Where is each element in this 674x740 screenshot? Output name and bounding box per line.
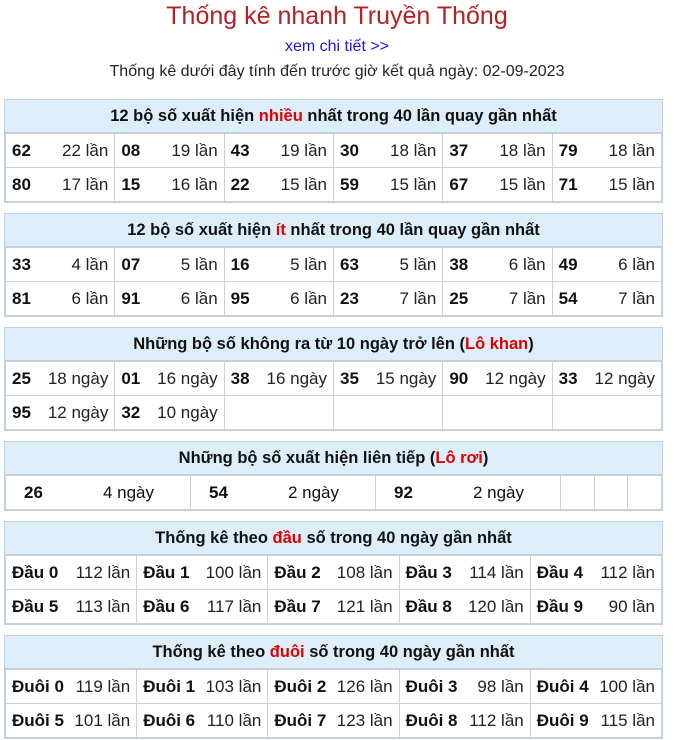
count: 112 lần — [600, 562, 655, 582]
count: 123 lần — [336, 710, 393, 730]
lo-khan-table — [5, 361, 662, 430]
table-cell — [224, 282, 333, 316]
table-row — [6, 396, 662, 430]
table-cell — [115, 134, 224, 168]
count: 15 lần — [499, 174, 546, 194]
number: 08 — [121, 140, 141, 160]
number: Đuôi 1 — [143, 676, 196, 696]
count: 12 ngày — [485, 368, 546, 388]
count: 103 lần — [205, 676, 262, 696]
table-cell — [552, 362, 661, 396]
number: 25 — [12, 368, 31, 388]
section-header: Thống kê theo đuôi số trong 40 ngày gần nhất — [5, 636, 662, 669]
table-cell — [552, 248, 661, 282]
number: 26 — [24, 482, 43, 502]
number: 33 — [558, 368, 578, 388]
table-cell — [443, 396, 552, 430]
number: 16 — [230, 254, 250, 274]
table-cell — [561, 476, 595, 510]
count: 100 lần — [599, 676, 655, 696]
count: 101 lần — [74, 710, 131, 730]
table-cell — [6, 670, 137, 704]
count: 15 lần — [608, 174, 655, 194]
number: 38 — [230, 368, 250, 388]
count: 2 ngày — [287, 482, 339, 502]
count: 108 lần — [336, 562, 393, 582]
number: Đầu 9 — [536, 596, 584, 616]
table-cell — [552, 282, 661, 316]
number: Đầu 1 — [143, 562, 190, 582]
number: Đầu 3 — [405, 562, 452, 582]
table-cell — [224, 362, 333, 396]
number: Đầu 0 — [12, 562, 59, 582]
table-cell — [443, 168, 552, 202]
table-cell — [443, 362, 552, 396]
table-cell — [224, 134, 333, 168]
count: 15 ngày — [375, 368, 437, 388]
table-cell — [552, 168, 661, 202]
table-cell — [6, 168, 115, 202]
section-header: 12 bộ số xuất hiện ít nhất trong 40 lần quay gần nhất — [5, 214, 662, 247]
number: 63 — [339, 254, 359, 274]
number: 67 — [449, 174, 469, 194]
count: 4 ngày — [102, 482, 154, 502]
count: 114 lần — [469, 562, 524, 582]
count: 2 ngày — [472, 482, 524, 502]
count: 120 lần — [467, 596, 524, 616]
least-frequent-section — [4, 213, 663, 317]
count: 90 lần — [608, 596, 655, 616]
table-cell — [628, 476, 662, 510]
table-cell — [552, 396, 661, 430]
number: 07 — [121, 254, 141, 274]
lo-roi-section — [4, 441, 663, 511]
number: Đuôi 4 — [536, 676, 589, 696]
table-cell — [6, 590, 137, 624]
count: 18 lần — [608, 140, 655, 160]
dau-stats-table — [5, 555, 662, 624]
lo-roi-table — [5, 475, 662, 510]
table-cell — [333, 168, 442, 202]
count: 6 lần — [618, 254, 655, 274]
number: 92 — [394, 482, 413, 502]
number: 91 — [121, 288, 141, 308]
table-row — [6, 282, 662, 316]
number: 95 — [12, 402, 31, 422]
table-cell — [115, 248, 224, 282]
table-cell — [268, 590, 399, 624]
number: 30 — [339, 140, 359, 160]
table-cell — [530, 556, 661, 590]
table-cell — [333, 248, 442, 282]
lo-khan-section — [4, 327, 663, 431]
table-cell — [552, 134, 661, 168]
number: 54 — [209, 482, 228, 502]
number: 54 — [558, 288, 578, 308]
count: 121 lần — [336, 596, 393, 616]
count: 5 lần — [290, 254, 327, 274]
most-frequent-table — [5, 133, 662, 202]
section-header: Thống kê theo đầu số trong 40 ngày gần nhất — [5, 522, 662, 555]
count: 7 lần — [399, 288, 437, 308]
number: Đầu 6 — [143, 596, 190, 616]
count: 5 lần — [180, 254, 218, 274]
number: 01 — [121, 368, 141, 388]
count: 4 lần — [71, 254, 109, 274]
table-row — [6, 248, 662, 282]
count: 113 lần — [75, 596, 131, 616]
number: 22 — [230, 174, 250, 194]
count: 18 ngày — [47, 368, 109, 388]
count: 19 lần — [280, 140, 327, 160]
count: 18 lần — [389, 140, 437, 160]
number: 59 — [339, 174, 359, 194]
number: 95 — [230, 288, 250, 308]
table-cell — [399, 704, 530, 738]
count: 6 lần — [71, 288, 109, 308]
number: Đuôi 6 — [143, 710, 196, 730]
number: Đuôi 3 — [405, 676, 458, 696]
table-cell — [6, 248, 115, 282]
table-cell — [6, 476, 191, 510]
count: 110 lần — [206, 710, 262, 730]
table-cell — [115, 168, 224, 202]
section-header: 12 bộ số xuất hiện nhiều nhất trong 40 lần quay gần nhất — [5, 100, 662, 133]
table-row — [6, 670, 662, 704]
table-row — [6, 590, 662, 624]
section-header: Những bộ số không ra từ 10 ngày trở lên (Lô khan) — [5, 328, 662, 361]
table-cell — [137, 670, 268, 704]
table-cell — [6, 282, 115, 316]
number: Đầu 8 — [405, 596, 452, 616]
count: 16 ngày — [266, 368, 327, 388]
count: 19 lần — [171, 140, 218, 160]
count: 22 lần — [62, 140, 109, 160]
number: 71 — [558, 174, 578, 194]
table-cell — [333, 134, 442, 168]
number: 80 — [12, 174, 31, 194]
number: Đầu 7 — [274, 596, 321, 616]
number: 79 — [558, 140, 578, 160]
count: 98 lần — [477, 676, 524, 696]
table-cell — [443, 248, 552, 282]
table-cell — [268, 704, 399, 738]
table-cell — [333, 362, 442, 396]
number: Đuôi 0 — [12, 676, 64, 696]
count: 7 lần — [618, 288, 655, 308]
table-cell — [224, 168, 333, 202]
number: Đuôi 9 — [536, 710, 589, 730]
table-cell — [6, 134, 115, 168]
number: 25 — [449, 288, 469, 308]
count: 100 lần — [205, 562, 262, 582]
table-cell — [137, 556, 268, 590]
least-frequent-table — [5, 247, 662, 316]
table-cell — [376, 476, 561, 510]
count: 6 lần — [508, 254, 546, 274]
number: 49 — [558, 254, 578, 274]
table-cell — [530, 704, 661, 738]
dau-stats-section — [4, 521, 663, 625]
count: 10 ngày — [157, 402, 218, 422]
number: 38 — [449, 254, 469, 274]
table-cell — [224, 248, 333, 282]
count: 119 lần — [75, 676, 131, 696]
count: 17 lần — [62, 174, 109, 194]
number: 23 — [339, 288, 359, 308]
table-cell — [443, 134, 552, 168]
table-cell — [6, 704, 137, 738]
section-header: Những bộ số xuất hiện liên tiếp (Lô rơi) — [5, 442, 662, 475]
table-cell — [443, 282, 552, 316]
table-cell — [399, 556, 530, 590]
table-cell — [137, 590, 268, 624]
count: 18 lần — [499, 140, 546, 160]
table-cell — [115, 282, 224, 316]
most-frequent-section — [4, 99, 663, 203]
number: 62 — [12, 140, 31, 160]
count: 126 lần — [336, 676, 393, 696]
number: 15 — [121, 174, 141, 194]
table-row — [6, 168, 662, 202]
table-cell — [399, 670, 530, 704]
table-cell — [530, 670, 661, 704]
number: 81 — [12, 288, 31, 308]
table-cell — [530, 590, 661, 624]
count: 117 lần — [206, 596, 262, 616]
number: Đuôi 5 — [12, 710, 64, 730]
table-cell — [399, 590, 530, 624]
number: Đuôi 7 — [274, 710, 327, 730]
table-cell — [268, 556, 399, 590]
table-cell — [224, 396, 333, 430]
count: 15 lần — [389, 174, 437, 194]
count: 5 lần — [399, 254, 437, 274]
table-cell — [191, 476, 376, 510]
count: 112 lần — [469, 710, 524, 730]
number: 43 — [230, 140, 250, 160]
count: 115 lần — [600, 710, 655, 730]
number: 33 — [12, 254, 31, 274]
count: 15 lần — [280, 174, 327, 194]
table-cell — [137, 704, 268, 738]
table-cell — [115, 396, 224, 430]
number: Đuôi 2 — [274, 676, 327, 696]
number: 35 — [339, 368, 359, 388]
count: 112 lần — [75, 562, 131, 582]
count: 12 ngày — [594, 368, 655, 388]
view-detail-link[interactable]: xem chi tiết >> — [284, 38, 390, 55]
count: 7 lần — [508, 288, 546, 308]
number: Đầu 2 — [274, 562, 321, 582]
number: 37 — [449, 140, 469, 160]
table-row — [6, 476, 662, 510]
table-row — [6, 134, 662, 168]
duoi-stats-section — [4, 635, 663, 739]
number: 32 — [121, 402, 141, 422]
count: 6 lần — [180, 288, 218, 308]
number: Đầu 5 — [12, 596, 59, 616]
count: 12 ngày — [47, 402, 109, 422]
number: 90 — [449, 368, 469, 388]
table-row — [6, 556, 662, 590]
count: 6 lần — [290, 288, 327, 308]
number: Đầu 4 — [536, 562, 584, 582]
table-cell — [594, 476, 628, 510]
table-cell — [6, 396, 115, 430]
table-cell — [115, 362, 224, 396]
table-cell — [6, 556, 137, 590]
table-row — [6, 704, 662, 738]
count: 16 ngày — [157, 368, 218, 388]
number: Đuôi 8 — [405, 710, 458, 730]
table-cell — [333, 282, 442, 316]
table-row — [6, 362, 662, 396]
table-cell — [6, 362, 115, 396]
duoi-stats-table — [5, 669, 662, 738]
page-subtitle: Thống kê dưới đây tính đến trước giờ kết quả ngày: 02-09-2023 — [109, 63, 565, 80]
table-cell — [333, 396, 442, 430]
table-cell — [268, 670, 399, 704]
count: 16 lần — [171, 174, 218, 194]
page-title: Thống kê nhanh Truyền Thống — [166, 2, 508, 30]
